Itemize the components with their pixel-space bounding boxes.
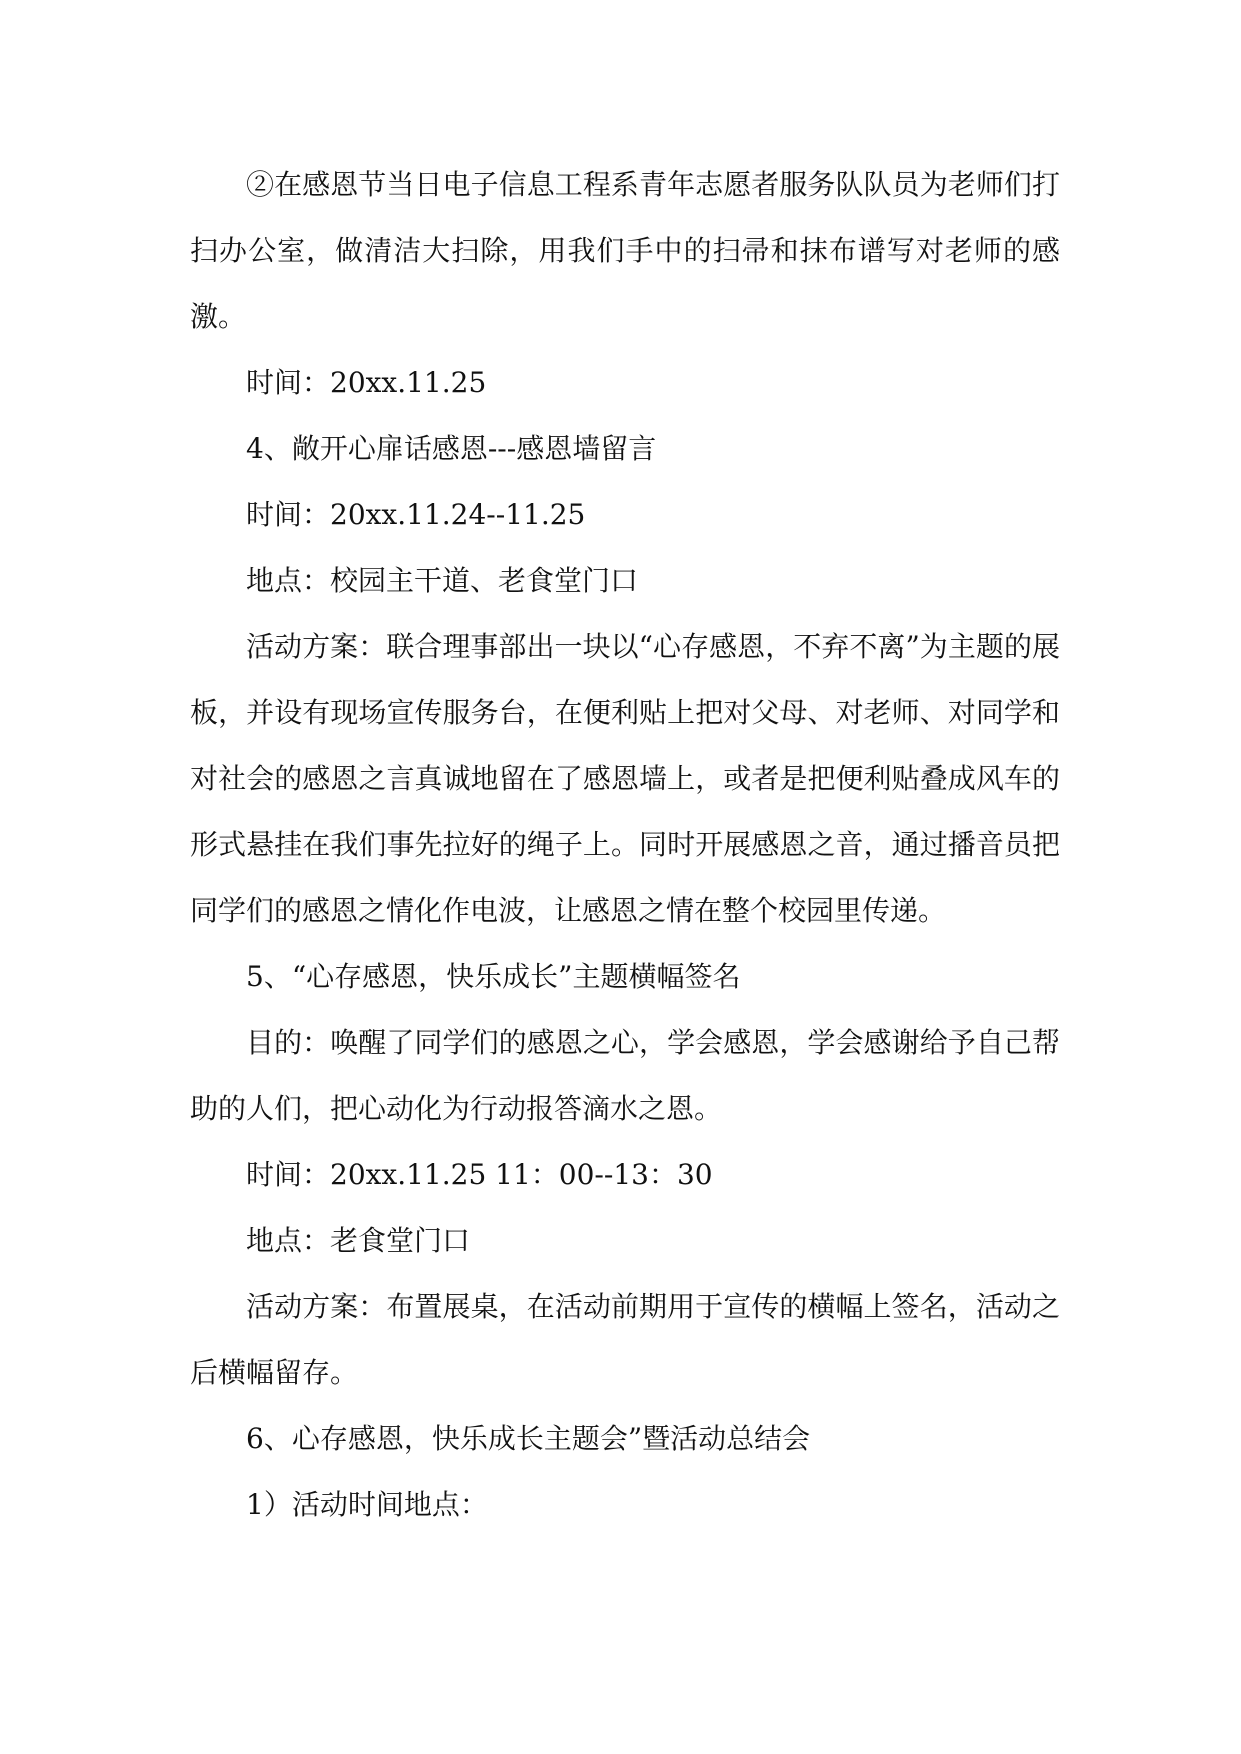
section-heading-4: 4、敞开心扉话感恩---感恩墙留言	[246, 432, 657, 465]
paragraph-plan-2: 活动方案：布置展桌，在活动前期用于宣传的横幅上签名，活动之后横幅留存。	[190, 1290, 1060, 1389]
paragraph-location-2: 地点：老食堂门口	[246, 1224, 471, 1257]
paragraph-location-1: 地点：校园主干道、老食堂门口	[246, 564, 639, 597]
paragraph-time-3: 时间：20xx.11.25 11：00--13：30	[246, 1158, 713, 1191]
section-heading-5: 5、“心存感恩，快乐成长”主题横幅签名	[246, 960, 741, 993]
paragraph-time-1: 时间：20xx.11.25	[246, 366, 487, 399]
subsection-heading-1: 1）活动时间地点：	[246, 1488, 488, 1521]
paragraph-purpose: 目的：唤醒了同学们的感恩之心，学会感恩，学会感谢给予自己帮助的人们，把心动化为行动报答滴水之恩。	[190, 1026, 1060, 1125]
paragraph-time-2: 时间：20xx.11.24--11.25	[246, 498, 586, 531]
document-body	[190, 152, 1060, 1538]
paragraph-volunteer-cleaning: ②在感恩节当日电子信息工程系青年志愿者服务队队员为老师们打扫办公室，做清洁大扫除，用我们手中的扫帚和抹布谱写对老师的感激。	[190, 168, 1060, 333]
section-heading-6: 6、心存感恩，快乐成长主题会”暨活动总结会	[246, 1422, 811, 1455]
paragraph-plan-1: 活动方案：联合理事部出一块以“心存感恩，不弃不离”为主题的展板，并设有现场宣传服务台，在便利贴上把对父母、对老师、对同学和对社会的感恩之言真诚地留在了感恩墙上，或者是把便利贴叠成风车的形式悬挂在我们事先拉好的绳子上。同时开展感恩之音，通过播音员把同学们的感恩之情化作电波，让感恩之情在整个校园里传递。	[190, 630, 1060, 927]
